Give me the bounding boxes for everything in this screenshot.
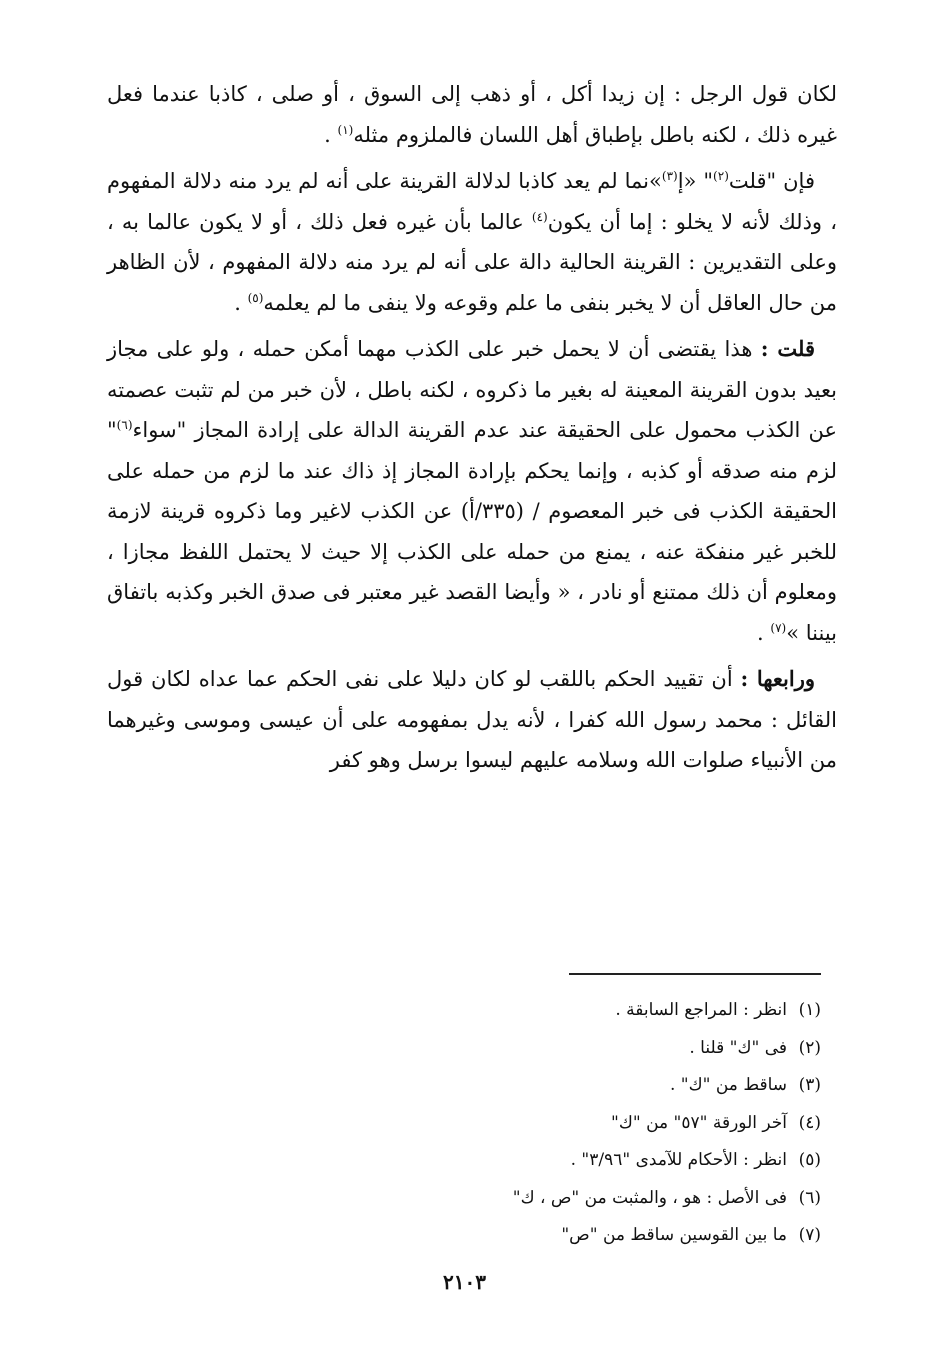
text-segment: " لزم منه صدقه أو كذبه ، وإنما يحكم بإرادة المجاز إذ ذاك عند ما لزم من حمله على الحقيقة الكذب فى خبر المعصوم / (٣٣٥/أ) عن الكذب لاغير وما ذكروه قرينة لازمة للخبر غير منفكة عنه ، يمنع من حمله على الكذب إلا حيث لا يحتمل اللفظ مجازا ، ومعلوم أن ذلك ممتنع أو نادر ، « وأيضا القصد غير معتبر فى صدق الخبر وكذبه باتفاق بيننا » [107,418,837,645]
footnote-text: ما بين القوسين ساقط من "ص" [561,1225,787,1245]
footnote-ref: (٦) [116,418,133,432]
footnote-text: انظر : المراجع السابقة . [615,1000,787,1020]
page-number: ٢١٠٣ [443,1270,486,1294]
paragraph-3 [107,329,837,653]
footnote-ref: (٧) [770,620,787,635]
footnote-item [221,1217,821,1255]
paragraph-4 [107,659,837,781]
footnote-ref: (١) [337,122,354,137]
footnote-number: (٥) [798,1150,821,1170]
footnote-ref: (٤) [531,209,548,224]
footnote-text: فى الأصل : هو ، والمثبت من "ص ، ك" [512,1187,787,1208]
paragraph-1 [107,74,837,155]
footnote-number: (١) [798,1000,821,1020]
footnote-number: (٢) [798,1037,821,1058]
paragraph-lead: ورابعها : [740,666,815,691]
footnote-ref: (٢) [713,169,729,183]
text-segment: هذا يقتضى أن لا يحمل خبر على الكذب مهما أمكن حمله ، ولو على مجاز بعيد بدون القرينة المعينة له بغير ما ذكروه ، لكنه باطل ، لأن خبر من لم تثبت عصمته عن الكذب محمول على الحقيقة عند عدم القرينة الدالة على إرادة المجاز "سواء [107,337,837,442]
footnote-item [221,1067,821,1105]
text-segment: " «إ [677,169,714,193]
footnote-item [221,1030,821,1068]
paragraph-2 [107,161,837,323]
footnote-separator [569,973,821,975]
footnote-ref: (٥) [247,290,264,305]
text-segment: فإن "قلت [728,169,815,193]
footnote-item [221,1180,821,1218]
footnote-text: ساقط من "ك" . [670,1075,787,1095]
footnote-text: انظر : الأحكام للآمدى "٣/٩٦" . [570,1150,787,1170]
text-segment: »نما لم يعد كاذبا لدلالة القرينة على أنه لم يرد منه دلالة المفهوم ، وذلك لأنه لا يخلو : إما أن يكون [107,169,837,234]
footnote-item [221,1142,821,1180]
footnote-item [221,992,821,1030]
paragraph-lead: قلت : [760,336,815,361]
text-segment: . [234,290,248,315]
footnote-item [221,1105,821,1143]
footnotes-list [221,992,821,1255]
main-text [107,74,837,787]
footnote-ref: (٣) [661,169,678,183]
text-segment: . [324,122,338,147]
text-segment: لكان قول الرجل : إن زيدا أكل ، أو ذهب إلى السوق ، أو صلى ، كاذبا عندما فعل غيره ذلك ، لكنه باطل بإطباق أهل اللسان فالملزوم مثله [107,82,837,147]
footnote-number: (٣) [798,1075,821,1095]
text-segment: أن تقييد الحكم باللقب لو كان دليلا على نفى الحكم عما عداه لكان قول القائل : محمد رسول الله كفرا ، لأنه يدل بمفهومه على أن عيسى وموسى وغيرهما من الأنبياء صلوات الله وسلامه عليهم ليسوا برسل وهو كفر [107,667,837,772]
footnote-number: (٤) [798,1112,821,1133]
footnote-number: (٦) [798,1187,821,1208]
text-segment: . [757,620,771,645]
footnote-text: آخر الورقة "٥٧" من "ك" [611,1112,787,1133]
text-segment: عالما بأن غيره فعل ذلك ، أو لا يكون عالما به ، وعلى التقديرين : القرينة الحالية دالة على أنه لم يرد منه دلالة المفهوم ، لأن الظاهر من حال العاقل أن لا يخبر بنفى ما علم وقوعه ولا ينفى ما لم يعلمه [107,209,837,315]
footnote-text: فى "ك" قلنا . [689,1037,787,1058]
footnote-number: (٧) [798,1225,821,1245]
